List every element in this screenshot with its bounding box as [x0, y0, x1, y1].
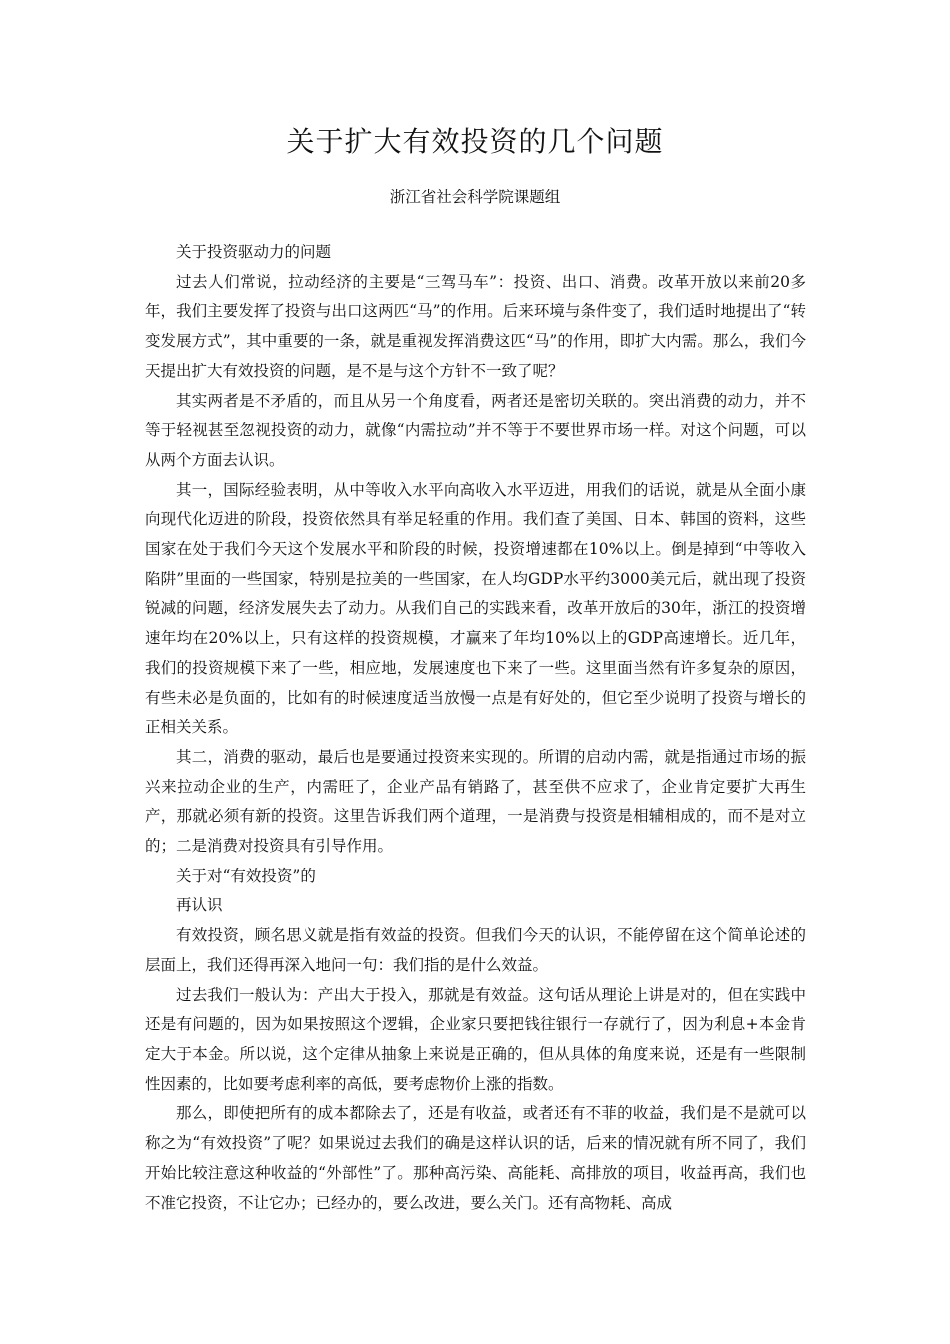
paragraph: 其二，消费的驱动，最后也是要通过投资来实现的。所谓的启动内需，就是指通过市场的振兴来拉动企业的生产，内需旺了，企业产品有销路了，甚至供不应求了，企业肯定要扩大再生产，那就必须有新的投资。这里告诉我们两个道理，一是消费与投资是相辅相成的，而不是对立的；二是消费对投资具有引导作用。	[145, 747, 806, 856]
document-title: 关于扩大有效投资的几个问题	[286, 125, 664, 158]
section-heading: 关于对“有效投资”的	[176, 866, 316, 885]
paragraph: 过去人们常说，拉动经济的主要是“三驾马车”：投资、出口、消费。改革开放以来前20多年，我们主要发挥了投资与出口这两匹“马”的作用。后来环境与条件变了，我们适时地提出了“转变发展方式”，其中重要的一条，就是重视发挥消费这匹“马”的作用，即扩大内需。那么，我们今天提出扩大有效投资的问题，是不是与这个方针不一致了呢？	[145, 272, 806, 380]
paragraph: 其实两者是不矛盾的，而且从另一个角度看，两者还是密切关联的。突出消费的动力，并不等于轻视甚至忽视投资的动力，就像“内需拉动”并不等于不要世界市场一样。对这个问题，可以从两个方面去认识。	[145, 391, 806, 469]
section-heading: 再认识	[176, 896, 223, 915]
paragraph: 其一，国际经验表明，从中等收入水平向高收入水平迈进，用我们的话说，就是从全面小康向现代化迈进的阶段，投资依然具有举足轻重的作用。我们查了美国、日本、韩国的资料，这些国家在处于我们今天这个发展水平和阶段的时候，投资增速都在10%以上。倒是掉到“中等收入陷阱”里面的一些国家，特别是拉美的一些国家，在人均GDP水平约3000美元后，就出现了投资锐减的问题，经济发展失去了动力。从我们自己的实践来看，改革开放后的30年，浙江的投资增速年均在20%以上，只有这样的投资规模，才赢来了年均10%以上的GDP高速增长。近几年，我们的投资规模下来了一些，相应地，发展速度也下来了一些。这里面当然有许多复杂的原因，有些未必是负面的，比如有的时候速度适当放慢一点是有好处的，但它至少说明了投资与增长的正相关关系。	[145, 480, 806, 737]
section-heading: 关于投资驱动力的问题	[176, 243, 332, 261]
paragraph: 那么，即使把所有的成本都除去了，还是有收益，或者还有不菲的收益，我们是不是就可以称之为“有效投资”了呢？如果说过去我们的确是这样认识的话，后来的情况就有所不同了，我们开始比较注意这种收益的“外部性”了。那种高污染、高能耗、高排放的项目，收益再高，我们也不准它投资，不让它办；已经办的，要么改进，要么关门。还有高物耗、高成	[145, 1104, 806, 1212]
document-author: 浙江省社会科学院课题组	[389, 188, 561, 206]
document-body	[145, 238, 806, 1218]
paragraph: 过去我们一般认为：产出大于投入，那就是有效益。这句话从理论上讲是对的，但在实践中还是有问题的，因为如果按照这个逻辑，企业家只要把钱往银行一存就行了，因为利息+本金肯定大于本金。所以说，这个定律从抽象上来说是正确的，但从具体的角度来说，还是有一些限制性因素的，比如要考虑利率的高低，要考虑物价上涨的指数。	[145, 985, 806, 1093]
paragraph: 有效投资，顾名思义就是指有效益的投资。但我们今天的认识，不能停留在这个简单论述的层面上，我们还得再深入地问一句：我们指的是什么效益。	[145, 926, 806, 974]
